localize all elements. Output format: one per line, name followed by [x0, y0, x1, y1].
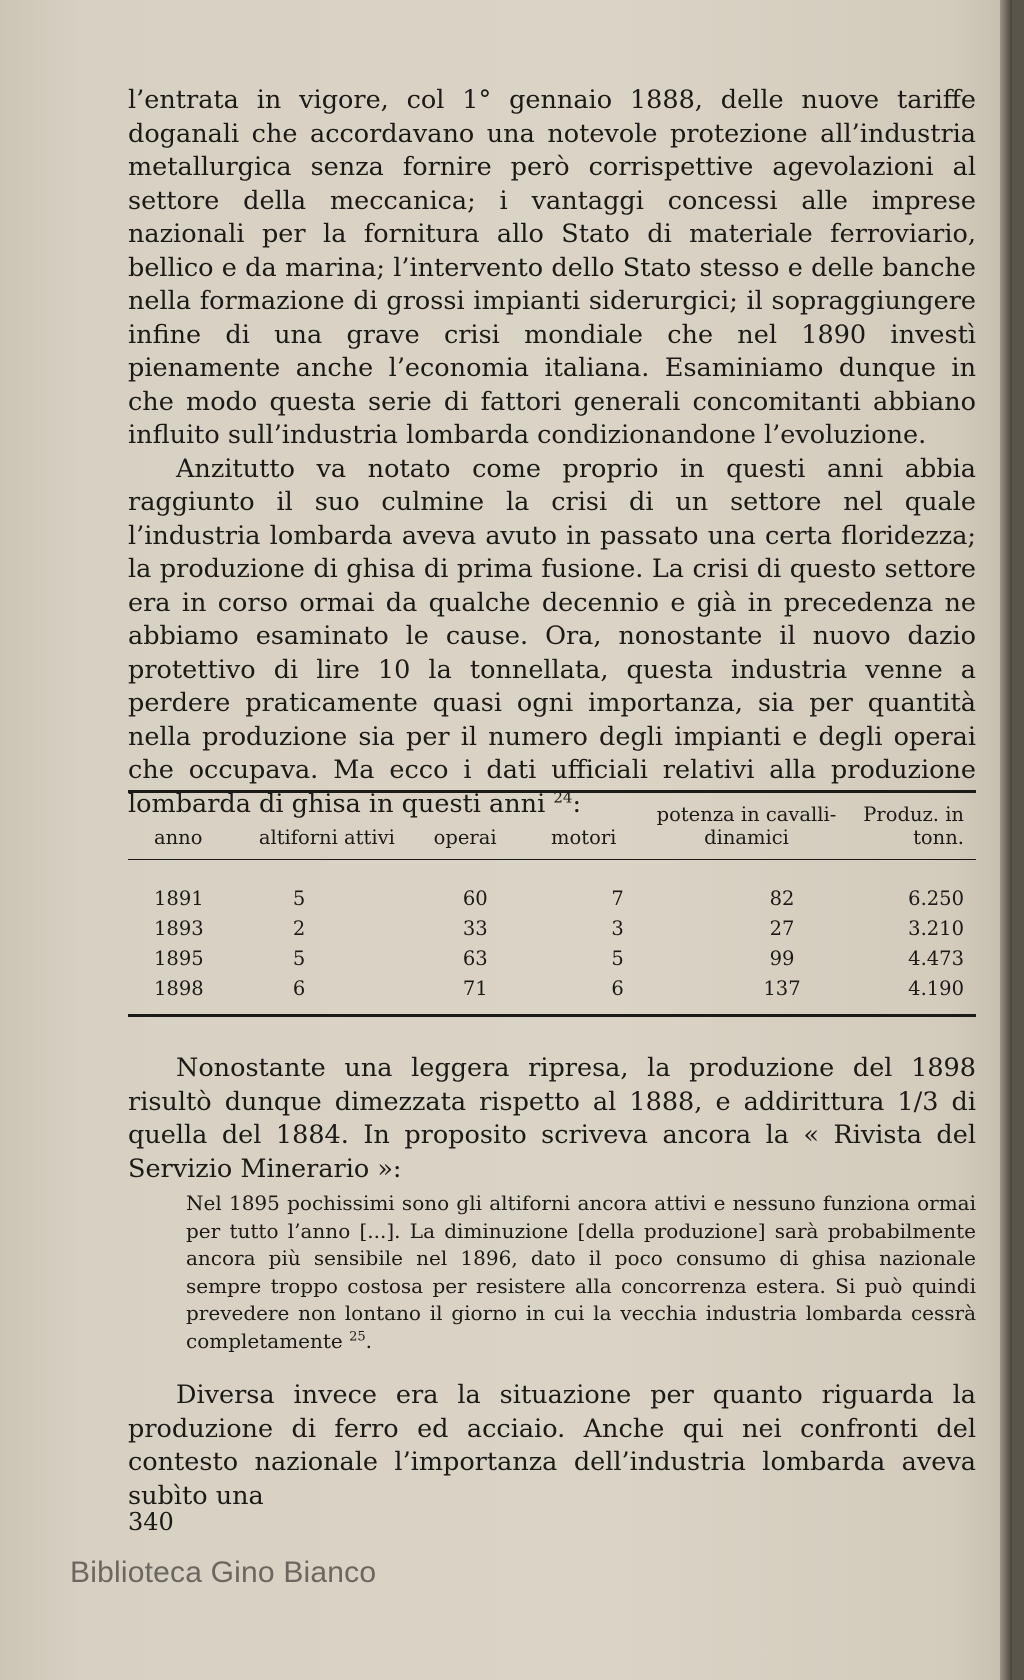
paragraph-2-colon: : [572, 788, 582, 819]
header-anno: anno [154, 826, 203, 849]
cell-produzione: 4.473 [908, 947, 964, 970]
cell-altiforni: 5 [292, 887, 306, 910]
cell-anno: 1898 [154, 977, 204, 1000]
header-altiforni: altiforni attivi [258, 826, 395, 849]
table-header-row [128, 793, 976, 859]
library-watermark: Biblioteca Gino Bianco [70, 1556, 377, 1589]
cell-motori: 6 [611, 977, 624, 1000]
cell-altiforni: 6 [292, 977, 306, 1000]
cell-produzione: 3.210 [908, 917, 964, 940]
paragraph-3: Nonostante una leggera ripresa, la produzione del 1898 risultò dunque dimezzata rispetto al 1888, e addirittura 1/3 di quella del 1884. In proposito scriveva ancora la « Rivista del Servizio Minerario »: [128, 1053, 976, 1184]
cell-motori: 5 [611, 947, 624, 970]
cell-altiforni: 5 [292, 947, 306, 970]
cell-potenza: 82 [769, 887, 795, 910]
paragraph-2 [128, 453, 976, 822]
ghisa-production-table [128, 790, 976, 1017]
table-row [128, 914, 976, 944]
header-motori: motori [551, 826, 617, 849]
quote-text: Nel 1895 pochissimi sono gli altiforni ancora attivi e nessuno funziona ormai per tutto l’anno [...]. La diminuzione [della produzione] sarà probabilmente ancora più sensibile nel 1896, dato il poco consumo di ghisa nazionale sempre troppo costosa per resistere alla concorrenza estera. Si può quindi prevedere non lontano il giorno in cui la vecchia industria lombarda cessrà completamente [186, 1191, 976, 1353]
cell-potenza: 27 [769, 917, 795, 940]
cell-produzione: 4.190 [908, 977, 964, 1000]
cell-anno: 1895 [154, 947, 204, 970]
cell-potenza: 99 [769, 947, 795, 970]
header-potenza: potenza in cavalli-dinamici [656, 803, 837, 849]
cell-anno: 1893 [154, 917, 204, 940]
page-number: 340 [128, 1508, 174, 1536]
cell-motori: 3 [611, 917, 624, 940]
cell-operai: 63 [462, 947, 488, 970]
footnote-ref-24[interactable]: 24 [553, 788, 573, 806]
cell-motori: 7 [611, 887, 624, 910]
intro-text [128, 84, 976, 821]
header-operai: operai [433, 826, 497, 849]
header-produzione: Produz. in tonn. [863, 803, 964, 849]
quote-end: . [365, 1328, 373, 1353]
closing-text [128, 1379, 976, 1513]
cell-operai: 33 [462, 917, 488, 940]
paragraph-4: Diversa invece era la situazione per quanto riguarda la produzione di ferro ed acciaio. Anche qui nei confronti del contesto nazionale l’importanza dell’industria lombarda aveva subìto una [128, 1380, 976, 1511]
page-edge [1000, 0, 1012, 1680]
cell-operai: 60 [462, 887, 488, 910]
paragraph-2-text: Anzitutto va notato come proprio in questi anni abbia raggiunto il suo culmine la crisi di un settore nel quale l’industria lombarda aveva avuto in passato una certa floridezza; la produzione di ghisa di prima fusione. La crisi di questo settore era in corso ormai da qualche decennio e già in precedenza ne abbiamo esaminato le cause. Ora, nonostante il nuovo dazio protettivo di lire 10 la tonnellata, questa industria venne a perdere praticamente quasi ogni importanza, sia per quantità nella produzione sia per il numero degli impianti e degli operai che occupava. Ma ecco i dati ufficiali relativi alla produzione lombarda di ghisa in questi anni [128, 453, 976, 819]
paragraph-1: l’entrata in vigore, col 1° gennaio 1888, delle nuove tariffe doganali che accordavano una notevole protezione all’industria metallurgica senza fornire però corrispettive agevolazioni al settore della meccanica; i vantaggi concessi alle imprese nazionali per la fornitura allo Stato di materiale ferroviario, bellico e da marina; l’intervento dello Stato stesso e delle banche nella formazione di grossi impianti siderurgici; il sopraggiungere infine di una grave crisi mondiale che nel 1890 investì pienamente anche l’economia italiana. Esaminiamo dunque in che modo questa serie di fattori generali concomitanti abbiano influito sull’industria lombarda condizionandone l’evoluzione. [128, 85, 976, 450]
table-row [128, 944, 976, 974]
footnote-ref-25[interactable]: 25 [349, 1328, 366, 1344]
cell-potenza: 137 [763, 977, 801, 1000]
table-bottom-rule [128, 1014, 976, 1017]
block-quote [186, 1190, 976, 1355]
table-row [128, 974, 976, 1004]
cell-anno: 1891 [154, 887, 204, 910]
after-table-text [128, 1052, 976, 1186]
table-row [128, 884, 976, 914]
cell-produzione: 6.250 [908, 887, 964, 910]
cell-altiforni: 2 [292, 917, 306, 940]
cell-operai: 71 [462, 977, 488, 1000]
